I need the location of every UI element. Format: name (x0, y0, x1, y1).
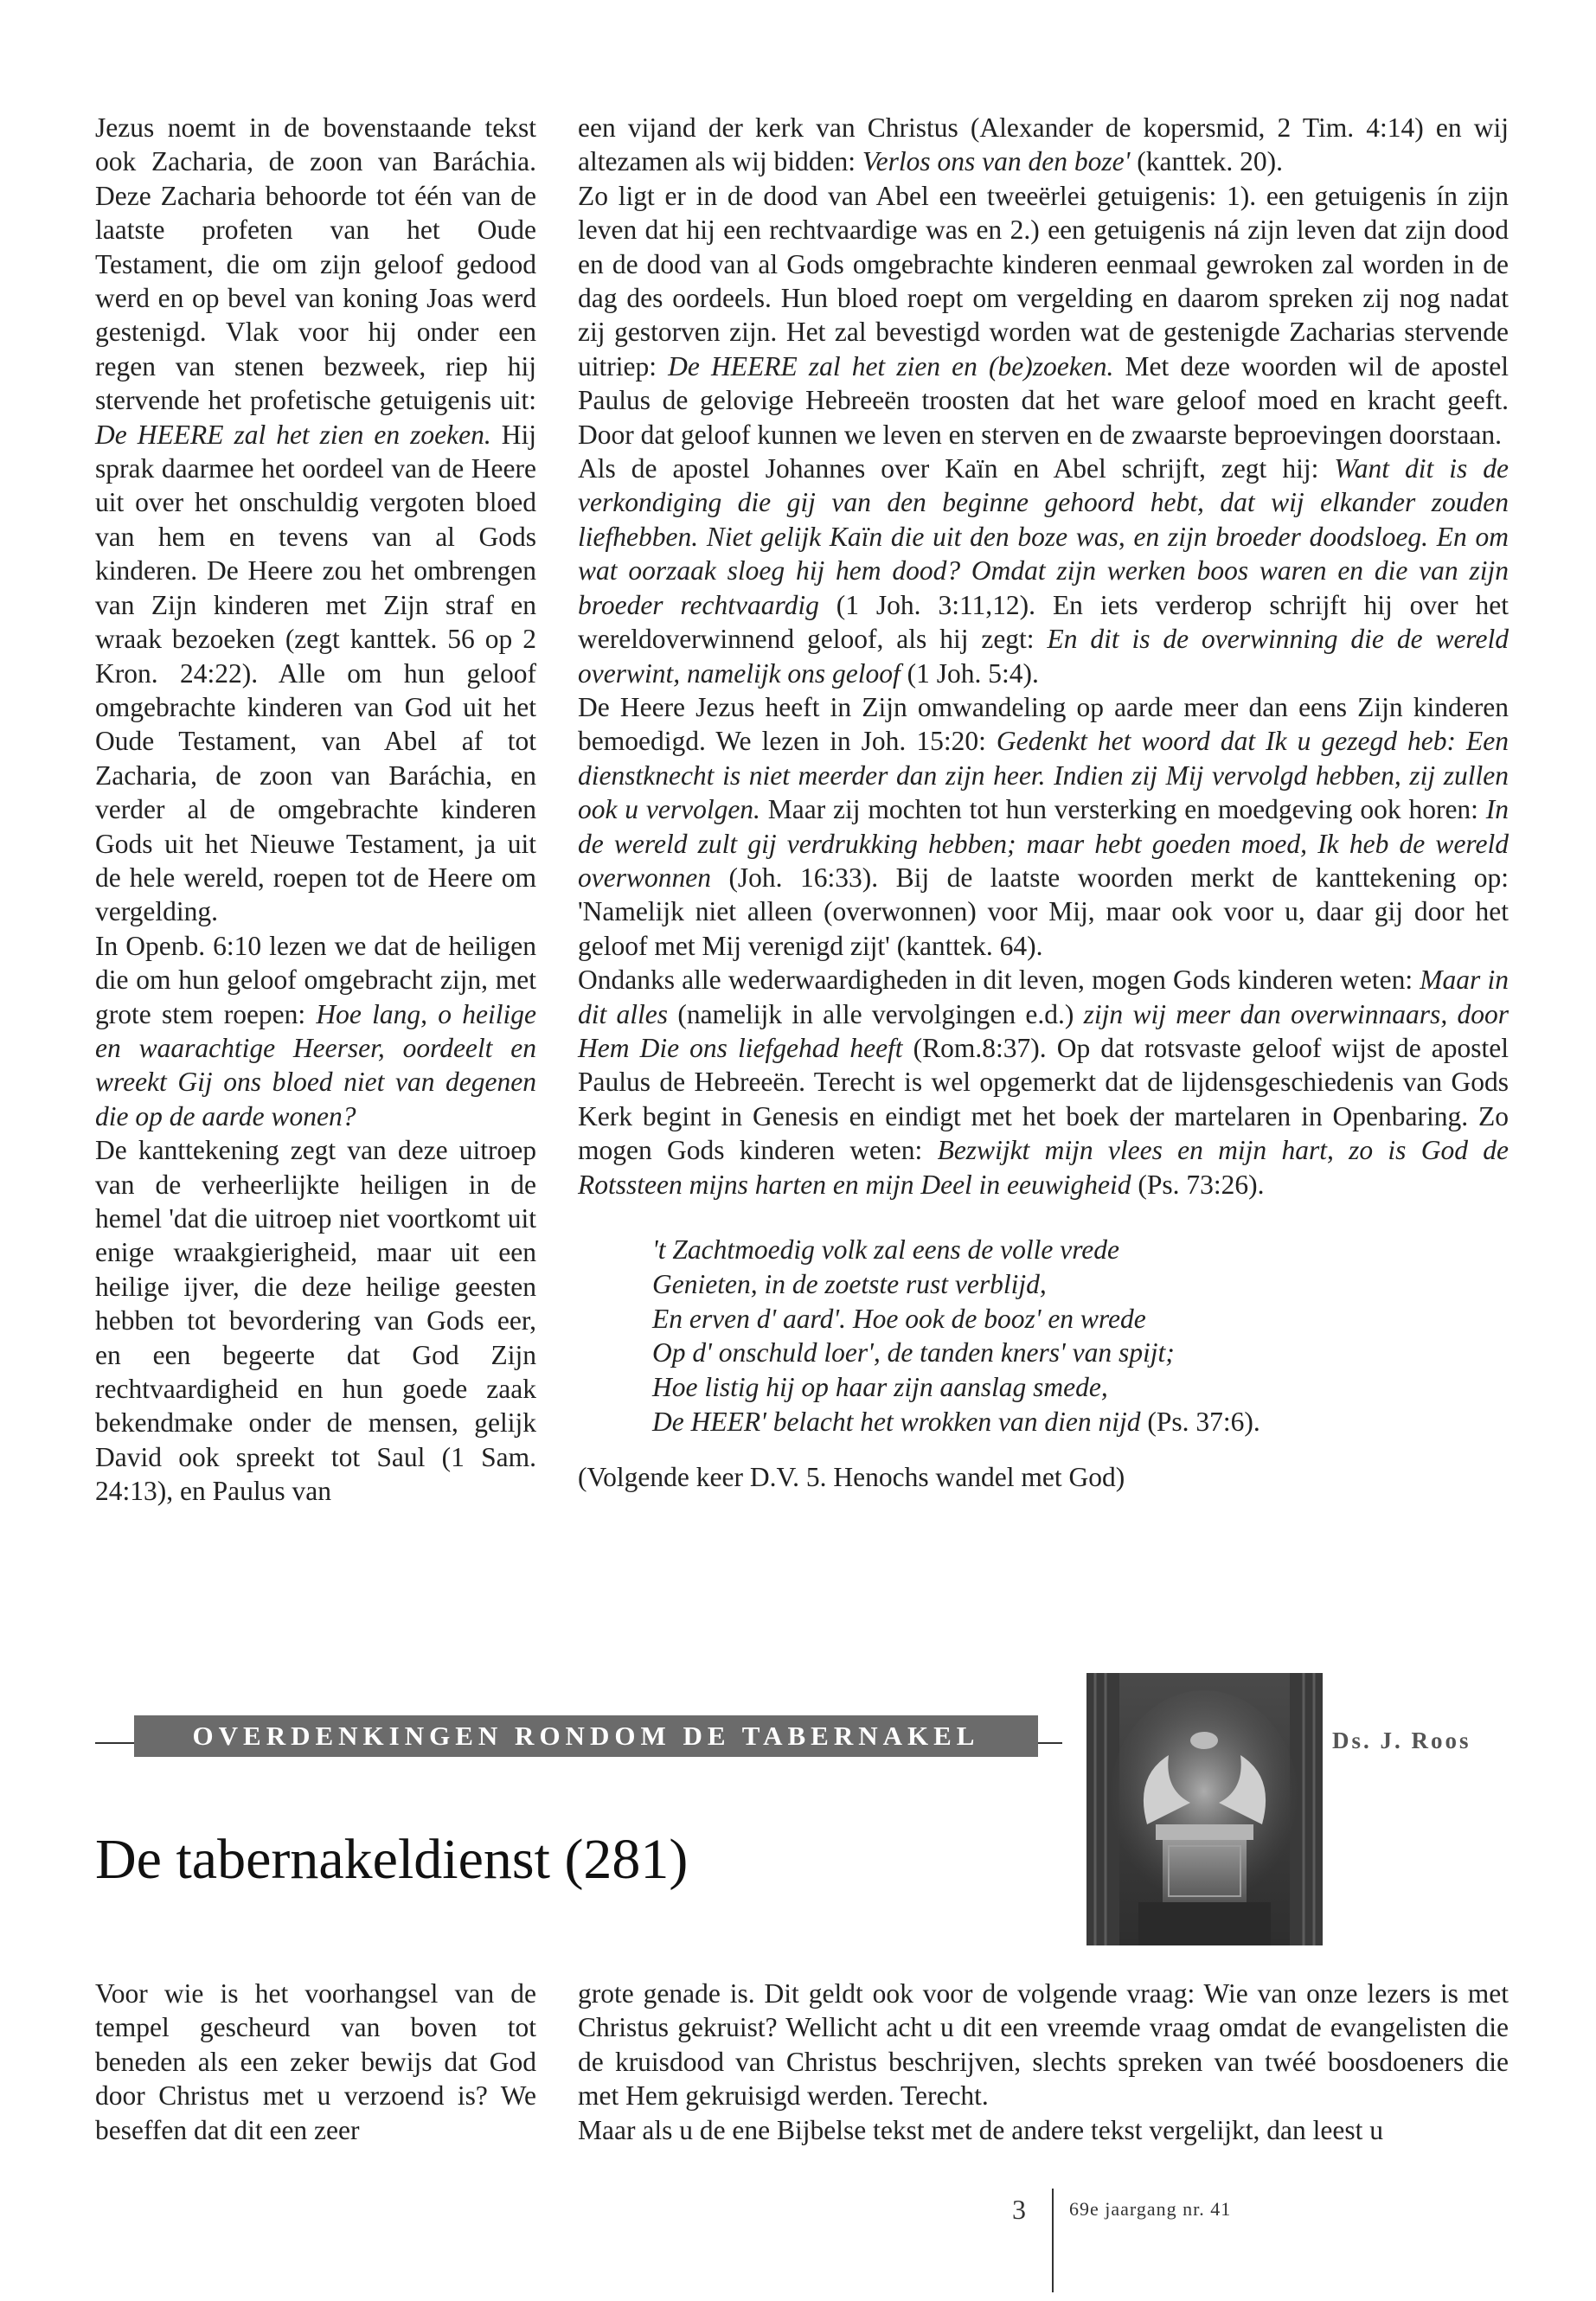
article-left-column (95, 1977, 536, 2147)
text-run: De Heere Jezus heeft in Zijn omwandeling op aarde meer dan eens Zijn kinderen bemoedigd. We lezen in Joh. 15:20: (578, 691, 1509, 757)
quote-italic: Bezwijkt mijn vlees en mijn hart, zo is God de Rotssteen mijns harten en mijn Deel in eeuwigheid (578, 1135, 1509, 1200)
poem-line: 't Zachtmoedig volk zal eens de volle vrede (652, 1234, 1120, 1265)
text-run: (Rom.8:37). Op dat rotsvaste geloof wijst de apostel Paulus de Hebreeën. Terecht is wel opgemerkt dat de lijdensgeschiedenis van Gods Kerk begint in Genesis en eindigt met het boek der martelaren in Openbaring. Zo mogen Gods kinderen weten: (578, 1032, 1509, 1166)
text-run: (1 Joh. 5:4). (900, 657, 1039, 689)
poem-line: En erven d' aard'. Hoe ook de booz' en wrede (652, 1303, 1146, 1334)
page-number: 3 (1012, 2194, 1026, 2225)
article-title: De tabernakeldienst (281) (95, 1828, 689, 1891)
journal-issue-info: 69e jaargang nr. 41 (1069, 2198, 1232, 2220)
quote-italic: Maar in dit alles (578, 965, 1509, 1029)
quote-italic: Hoe lang, o heilige en waarachtige Heerser, oordeelt en wreekt Gij ons bloed niet van degenen die op de aarde wonen? (95, 998, 536, 1131)
poem-line: Hoe listig hij op haar zijn aanslag smede, (652, 1372, 1108, 1403)
poem-line: Op d' onschuld loer', de tanden kners' van spijt; (652, 1337, 1175, 1368)
author-name: Ds. J. Roos (1332, 1727, 1471, 1753)
paragraph (578, 690, 1509, 963)
text-run: een vijand der kerk van Christus (Alexander de kopersmid, 2 Tim. 4:14) en wij altezamen als wij bidden: (578, 112, 1509, 177)
poem-line: Genieten, in de zoetste rust verblijd, (652, 1268, 1047, 1299)
paragraph: De kanttekening zegt van deze uitroep van de verheerlijkte heiligen in de hemel 'dat die uitroep niet voortkomt uit enige wraakgierigheid, maar uit een heilige ijver, die deze heilige geesten hebben tot bevordering van Gods eer, en een begeerte dat God Zijn rechtvaardigheid en hun goede zaak bekendmake onder de mensen, gelijk David ook spreekt tot Saul (1 Sam. 24:13), en Paulus van (95, 1135, 536, 1507)
text-run: (1 Joh. 3:11,12). En iets verderop schrijft hij over het wereldoverwinnend geloof, als hij zegt: (578, 589, 1509, 655)
quote-italic: In de wereld zult gij verdrukking hebben; maar hebt goeden moed, Ik heb de wereld overwonnen (578, 794, 1509, 893)
quote-italic: En dit is de overwinning die de wereld overwint, namelijk ons geloof (578, 624, 1509, 689)
paragraph (95, 929, 536, 1133)
paragraph: grote genade is. Dit geldt ook voor de volgende vraag: Wie van onze lezers is met Christus gekruist? Wellicht acht u dit een vreemde vraag omdat de evangelisten die de kruisdood van Christus beschrijven, slechts spreken van twéé boosdoeners die met Hem gekruisigd werden. Terecht. (578, 1978, 1509, 2112)
tabernacle-ark-image (1086, 1673, 1323, 1945)
text-run: Hij sprak daarmee het oordeel van de Heere uit over het onschuldig vergoten bloed van hem en tevens van al Gods kinderen. De Heere zou het ombrengen van Zijn kinderen met Zijn straf en wraak bezoeken (zegt kanttek. 56 op 2 Kron. 24:22). Alle om hun geloof omgebrachte kinderen van God uit het Oude Testament, van Abel af tot Zacharia, de zoon van Baráchia, en verder al de omgebrachte kinderen Gods uit het Nieuwe Testament, ja uit de hele wereld, roepen tot de Heere om vergelding. (95, 419, 536, 927)
quote-italic: De HEERE zal het zien en (be)zoeken. (668, 350, 1114, 381)
poem-line-last (652, 1405, 1509, 1439)
quote-italic: De HEERE zal het zien en zoeken. (95, 419, 491, 450)
text-run: Zo ligt er in de dood van Abel een tweeërlei getuigenis: 1). een getuigenis ín zijn leven dat hij een rechtvaardige was en 2.) een getuigenis ná zijn leven dat zijn dood en de dood van al Gods omgebrachte kinderen eenmaal gewroken zal worden in de dag des oordeels. Hun bloed roept om vergelding en daarom spreken zij nog nadat zij gestorven zijn. Het zal bevestigd worden wat de gestenigde Zacharias stervende uitriep: (578, 180, 1509, 381)
poem-reference: (Ps. 37:6). (1140, 1406, 1260, 1437)
left-column (95, 111, 536, 1509)
paragraph: Voor wie is het voorhangsel van de tempel gescheurd van boven tot beneden als een zeker bewijs dat God door Christus met u verzoend is? We beseffen dat dit een zeer (95, 1978, 536, 2145)
paragraph (578, 179, 1509, 452)
paragraph (578, 963, 1509, 1202)
quote-italic: Want dit is de verkondiging die gij van den beginne gehoord hebt, dat wij elkander zouden liefhebben. Niet gelijk Kaïn die uit den boze was, en zijn broeder doodsloeg. En om wat oorzaak sloeg hij hem dood? Omdat zijn werken boos waren en die van zijn broeder rechtvaardig (578, 453, 1509, 620)
quote-italic: Gedenkt het woord dat Ik u gezegd heb: Een dienstknecht is niet meerder dan zijn heer. Indien zij Mij vervolgd hebben, zij zullen ook u vervolgen. (578, 726, 1509, 825)
text-run: Als de apostel Johannes over Kaïn en Abel schrijft, zegt hij: (578, 453, 1335, 484)
text-run: (Ps. 73:26). (1131, 1169, 1265, 1200)
text-run: Jezus noemt in de bovenstaande tekst ook Zacharia, de zoon van Baráchia. Deze Zacharia behoorde tot één van de laatste profeten van het Oude Testament, die om zijn geloof gedood werd en op bevel van koning Joas werd gestenigd. Vlak voor hij onder een regen van stenen bezweek, riep hij stervende het profetische getuigenis uit: (95, 112, 536, 416)
poem-line: De HEER' belacht het wrokken van dien nijd (652, 1406, 1141, 1437)
section-banner (134, 1715, 1038, 1757)
text-run: (namelijk in alle vervolgingen e.d.) (668, 998, 1084, 1029)
paragraph (578, 452, 1509, 690)
section-banner-label: OVERDENKINGEN RONDOM DE TABERNAKEL (192, 1721, 980, 1751)
text-run: (Joh. 16:33). Bij de laatste woorden merkt de kanttekening op: 'Namelijk niet alleen (overwonnen) voor Mij, maar ook voor u, daar gij door het geloof met Mij verenigd zijt' (kanttek. 64). (578, 862, 1509, 961)
article-right-column (578, 1977, 1509, 2147)
text-run: Maar zij mochten tot hun versterking en moedgeving ook horen: (760, 794, 1486, 825)
right-column (578, 111, 1509, 1495)
quote-italic: zijn wij meer dan overwinnaars, door Hem Die ons liefgehad heeft (578, 998, 1509, 1063)
paragraph: Maar als u de ene Bijbelse tekst met de andere tekst vergelijkt, dan leest u (578, 2114, 1383, 2145)
text-run: Met deze woorden wil de apostel Paulus de gelovige Hebreeën troosten dat het ware geloof moed en kracht geeft. Door dat geloof kunnen we leven en sterven en de zwaarste beproevingen doorstaan. (578, 350, 1509, 450)
paragraph (578, 111, 1509, 179)
text-run: (kanttek. 20). (1130, 146, 1284, 177)
next-installment-note: (Volgende keer D.V. 5. Henochs wandel met God) (578, 1461, 1125, 1492)
text-run: Ondanks alle wederwaardigheden in dit leven, mogen Gods kinderen weten: (578, 965, 1420, 996)
paragraph (95, 111, 536, 929)
quote-italic: Verlos ons van den boze' (862, 146, 1131, 177)
poem-quote (652, 1233, 1509, 1439)
text-run: In Openb. 6:10 lezen we dat de heiligen die om hun geloof omgebracht zijn, met grote stem roepen: (95, 930, 536, 1029)
footer-divider (1052, 2189, 1054, 2292)
